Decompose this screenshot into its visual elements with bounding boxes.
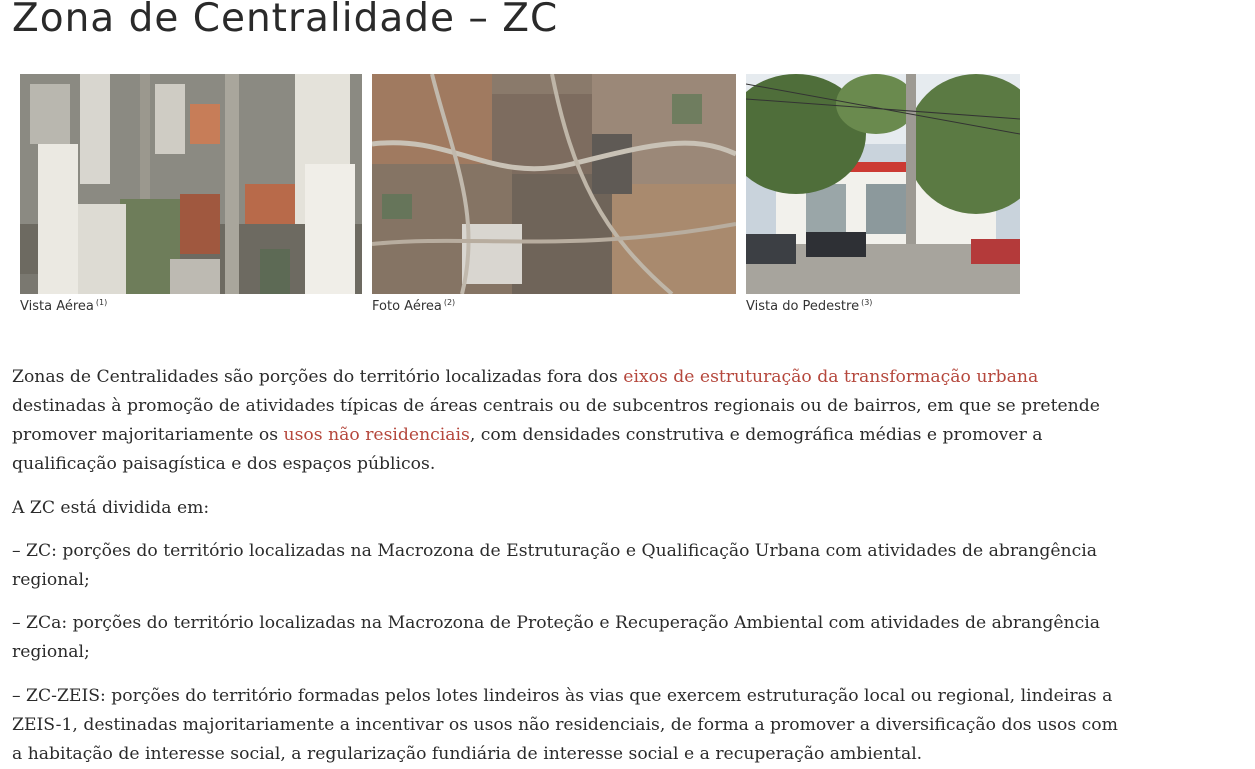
caption-pedestrian-view: Vista do Pedestre $^{(3)}$ (746, 298, 873, 314)
divided-intro: A ZC está dividida em: (12, 498, 210, 518)
page-title: Zona de Centralidade – ZC (12, 0, 559, 41)
satellite-photo (372, 74, 736, 294)
caption-aerial-view: Vista Aérea $^{(1)}$ (20, 298, 108, 314)
caption-aerial-photo: Foto Aérea $^{(2)}$ (372, 298, 456, 314)
list-item-zc: – ZC: porções do território localizadas na Macrozona de Estruturação e Qualificação Urbana com atividades de abrangência regional; (12, 541, 1097, 590)
street-view-photo (746, 74, 1020, 294)
link-usos-nao-residenciais[interactable]: usos não residenciais (283, 425, 470, 445)
aerial-view-photo (20, 74, 362, 294)
list-item-zc-zeis: – ZC-ZEIS: porções do território formadas pelos lotes lindeiros às vias que exercem estruturação local ou regional, lindeiras a ZEIS-1, destinadas majoritariamente a incentivar os usos não residenciais, de forma a promover a diversificação dos usos com a habitação de interesse social, a regularização fundiária de interesse social e a recuperação ambiental. (12, 686, 1118, 764)
link-eixos-estruturacao[interactable]: eixos de estruturação da transformação urbana (623, 367, 1039, 387)
intro-paragraph: Zonas de Centralidades são porções do território localizadas fora dos eixos de estruturação da transformação urbana destinadas à promoção de atividades típicas de áreas centrais ou de subcentros regionais ou de bairros, em que se pretende promover majoritariamente os usos não residenciais, com densidades construtiva e demográfica médias e promover a qualificação paisagística e dos espaços públicos. (12, 367, 1100, 474)
list-item-zca: – ZCa: porções do território localizadas na Macrozona de Proteção e Recuperação Ambiental com atividades de abrangência regional; (12, 613, 1100, 662)
